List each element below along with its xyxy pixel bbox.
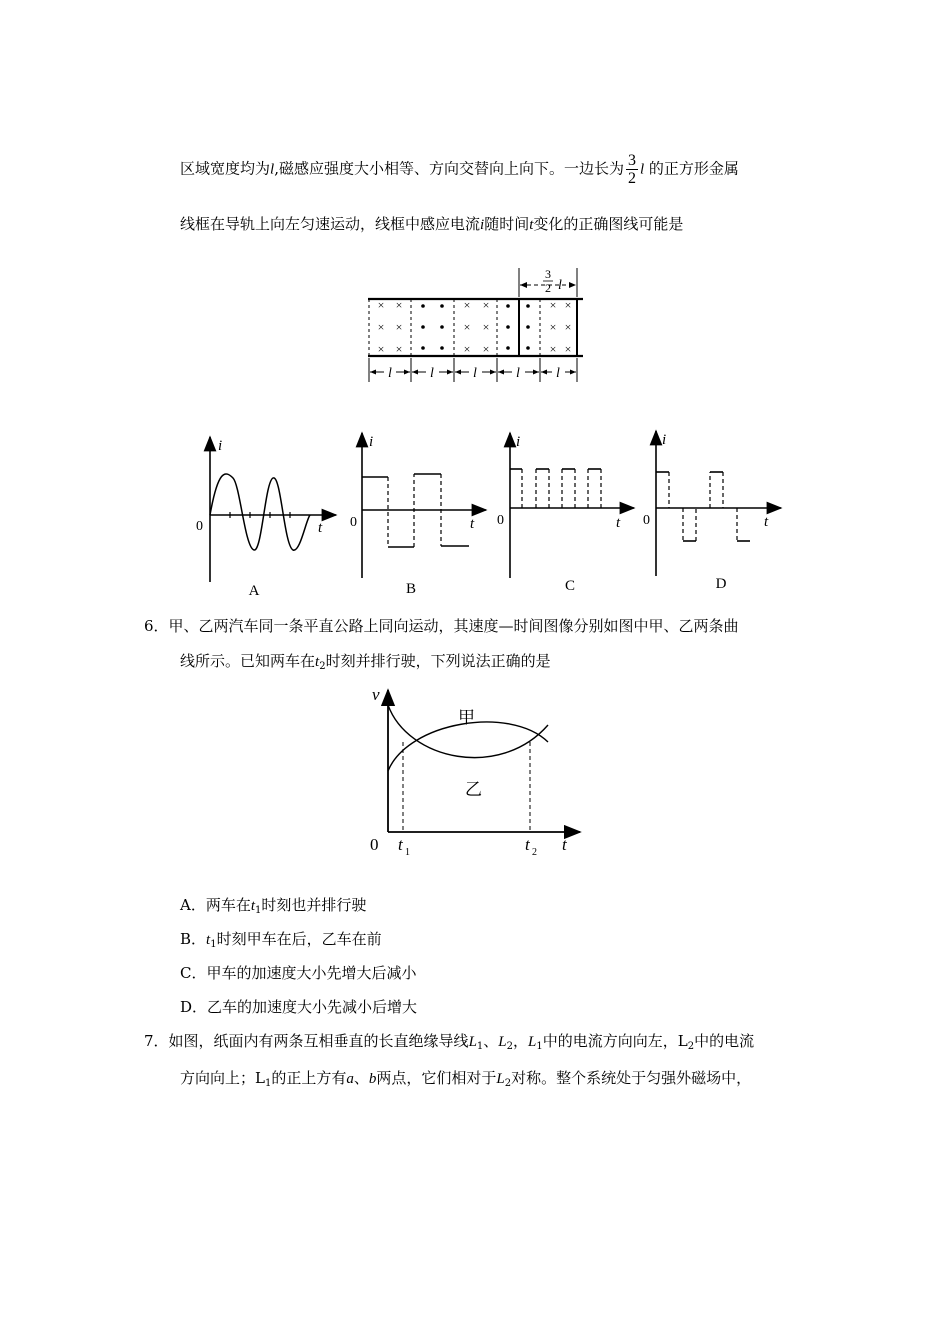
axis-t-label: t xyxy=(562,835,567,854)
q5-text: 线框在导轨上向左匀速运动，线框中感应电流 xyxy=(180,215,481,233)
var-t: t xyxy=(529,217,534,233)
q6-option-a: A．两车在$t_1$时刻也并排行驶 xyxy=(180,896,367,916)
fraction-3-2: $\frac{3}{2}$ xyxy=(627,152,636,187)
axis-t-label: t xyxy=(470,516,475,532)
axis-t-label: t xyxy=(318,520,323,536)
origin-label: 0 xyxy=(643,513,650,528)
q5-text: 区域宽度均为 xyxy=(180,159,271,178)
axis-t-label: t xyxy=(764,514,769,530)
region-label: l xyxy=(473,366,477,381)
axis-v-label: v xyxy=(372,685,380,704)
dim-var: l xyxy=(558,278,562,293)
svg-text:×: × xyxy=(482,298,490,312)
subscript: 2 xyxy=(319,661,326,672)
svg-text:×: × xyxy=(549,342,557,356)
q5-text: 变化的正确图线可能是 xyxy=(533,215,684,233)
svg-text:×: × xyxy=(395,298,403,312)
svg-text:×: × xyxy=(564,342,572,356)
t2-label: t xyxy=(525,835,530,854)
option-label-c: C xyxy=(564,578,576,594)
q6-option-b: B．$t_1$时刻甲车在后，乙车在前 xyxy=(180,930,382,950)
origin-label: 0 xyxy=(497,513,504,528)
svg-text:×: × xyxy=(395,342,403,356)
question-number: 6． xyxy=(144,617,169,635)
q6-text: 线所示。已知两车在 xyxy=(180,652,316,670)
option-label-d: D xyxy=(715,576,727,592)
svg-text:×: × xyxy=(463,342,471,356)
question-number: 7． xyxy=(144,1032,169,1050)
region-label: l xyxy=(516,366,520,381)
svg-text:×: × xyxy=(549,298,557,312)
q7-text-line-1: 7．如图，纸面内有两条互相垂直的长直绝缘导线$L_1$、$L_2$，$L_1$中的电流方向向左，$L_2$中的电流 xyxy=(144,1032,755,1052)
curve-jia-label: 甲 xyxy=(458,708,475,727)
var-t: t xyxy=(315,654,320,670)
axis-i-label: i xyxy=(369,434,374,450)
region-label: l xyxy=(556,366,560,381)
region-label: l xyxy=(388,366,392,381)
svg-text:×: × xyxy=(482,342,490,356)
q6-option-d: D．乙车的加速度大小先减小后增大 xyxy=(180,998,418,1016)
q5-text: 随时间 xyxy=(484,215,530,233)
axis-i-label: i xyxy=(516,434,521,450)
svg-text:×: × xyxy=(564,320,572,334)
curve-yi-label: 乙 xyxy=(465,780,482,799)
q6-text: 甲、乙两汽车同一条平直公路上同向运动，其速度—时间图像分别如图中甲、乙两条曲 xyxy=(168,617,739,635)
q6-text: 时刻并排行驶，下列说法正确的是 xyxy=(325,652,551,670)
origin-label: 0 xyxy=(370,835,379,854)
svg-text:×: × xyxy=(564,298,572,312)
q5-text: 的正方形金属 xyxy=(648,159,739,178)
svg-text:×: × xyxy=(549,320,557,334)
t1-sub: 1 xyxy=(405,847,410,858)
q7-text-line-2: 方向向上；$L_1$的正上方有a、b两点，它们相对于$L_2$对称。整个系统处于匀强外磁场中， xyxy=(180,1069,752,1089)
svg-text:×: × xyxy=(395,320,403,334)
axis-i-label: i xyxy=(662,432,667,448)
q5-text: ,磁感应强度大小相等、方向交替向上向下。一边长为 xyxy=(274,159,624,178)
var-l: l xyxy=(639,161,645,178)
svg-text:×: × xyxy=(463,298,471,312)
var-i: i xyxy=(480,217,485,233)
svg-text:×: × xyxy=(482,320,490,334)
t1-label: t xyxy=(398,835,403,854)
option-label-b: B xyxy=(405,581,417,597)
svg-text:×: × xyxy=(377,298,385,312)
svg-text:×: × xyxy=(377,342,385,356)
axis-t-label: t xyxy=(616,515,621,531)
q6-option-c: C．甲车的加速度大小先增大后减小 xyxy=(180,964,417,982)
axis-i-label: i xyxy=(218,438,223,454)
origin-label: 0 xyxy=(196,519,203,534)
svg-text:×: × xyxy=(463,320,471,334)
origin-label: 0 xyxy=(350,515,357,530)
svg-text:×: × xyxy=(377,320,385,334)
dim-den: 2 xyxy=(545,281,551,295)
dim-num: 3 xyxy=(545,267,551,281)
curve-jia xyxy=(388,722,548,771)
region-label: l xyxy=(430,366,434,381)
option-label-a: A xyxy=(248,583,260,599)
t2-sub: 2 xyxy=(532,847,537,858)
var-l: l xyxy=(270,161,275,178)
